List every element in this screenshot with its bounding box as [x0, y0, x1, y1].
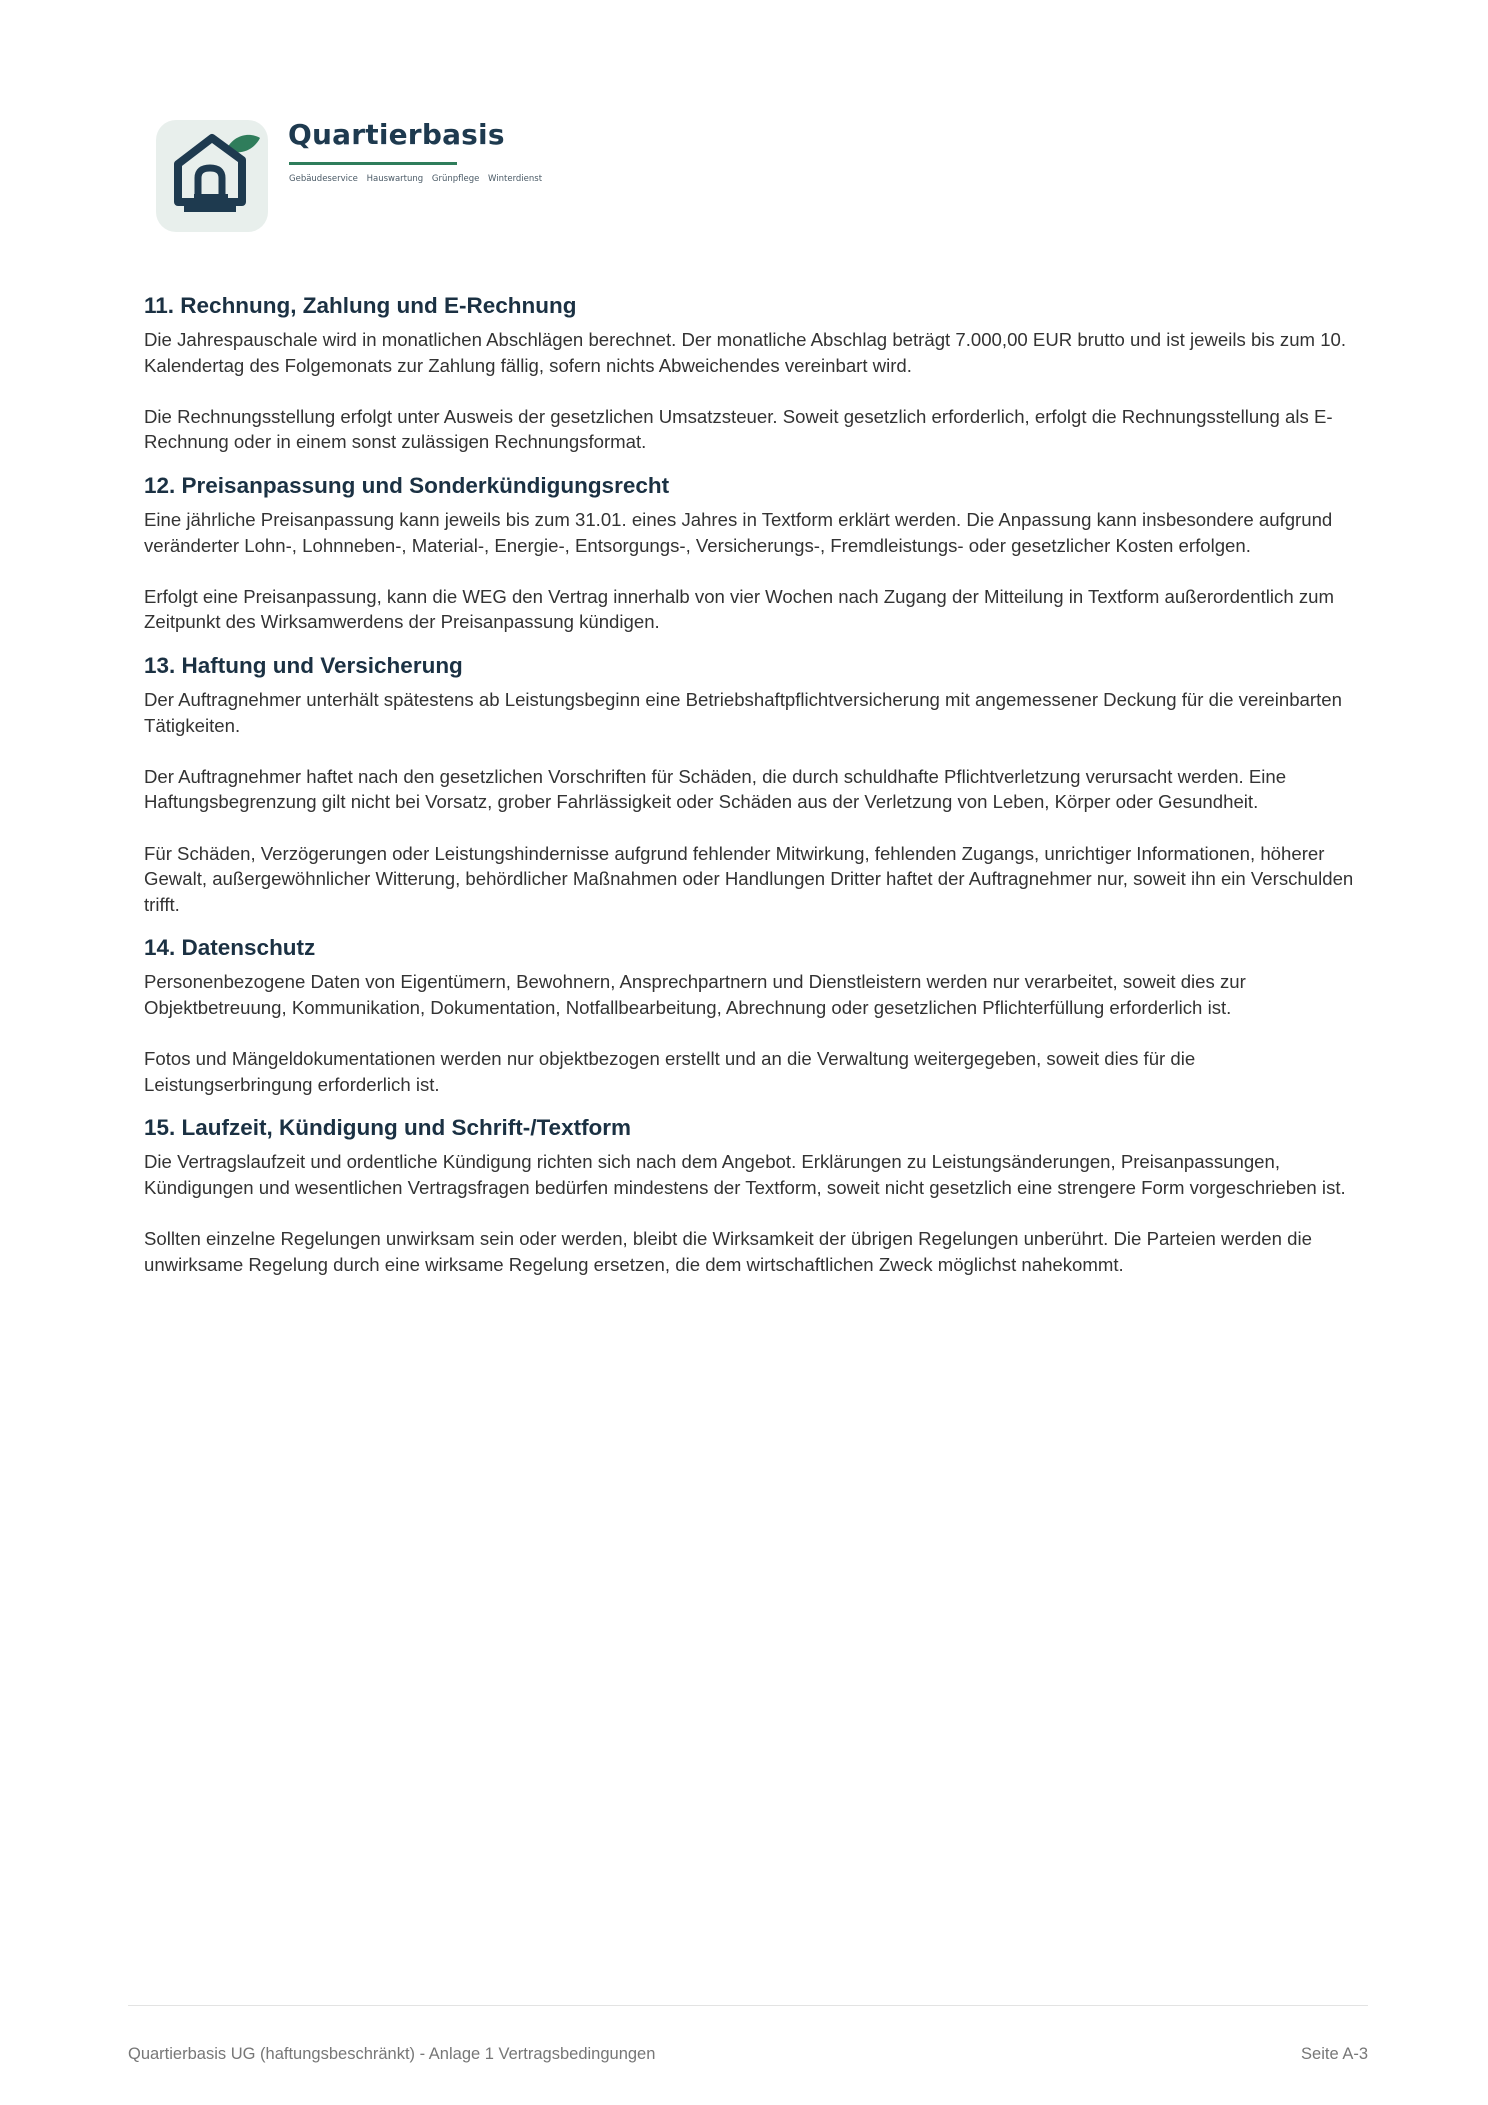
section-paragraph: Personenbezogene Daten von Eigentümern, Bewohnern, Ansprechpartnern und Dienstleistern werden nur verarbeitet, soweit dies zur Objektbetreuung, Kommunikation, Dokumentation, Notfallbearbeitung, Abrechnung oder gesetzlichen Pflichterfüllung erforderlich ist. — [144, 971, 1246, 1018]
section-paragraph: Für Schäden, Verzögerungen oder Leistungshindernisse aufgrund fehlender Mitwirkung, fehlenden Zugangs, unrichtiger Informationen, höherer Gewalt, außergewöhnlicher Witterung, behördlicher Maßnahmen oder Handlungen Dritter haftet der Auftragnehmer nur, soweit ihn ein Verschulden trifft. — [144, 842, 1354, 915]
section-datenschutz — [144, 934, 1364, 1097]
section-paragraph: Die Jahrespauschale wird in monatlichen Abschlägen berechnet. Der monatliche Abschlag beträgt 7.000,00 EUR brutto und ist jeweils bis zum 10. Kalendertag des Folgemonats zur Zahlung fällig, sofern nichts Abweichendes vereinbart wird. — [144, 329, 1347, 376]
section-heading: 13. Haftung und Versicherung — [144, 652, 463, 678]
section-heading: 11. Rechnung, Zahlung und E-Rechnung — [144, 293, 577, 318]
footer-divider — [128, 2005, 1368, 2006]
section-paragraph: Sollten einzelne Regelungen unwirksam sein oder werden, bleibt die Wirksamkeit der übrigen Regelungen unberührt. Die Parteien werden die unwirksame Regelung durch eine wirksame Regelung ersetzen, die dem wirtschaftlichen Zweck möglichst nahekommt. — [144, 1228, 1312, 1275]
section-heading: 12. Preisanpassung und Sonderkündigungsrecht — [144, 472, 670, 498]
brand-tag: Winterdienst — [488, 174, 543, 184]
house-logo-icon — [156, 120, 268, 232]
section-paragraph: Erfolgt eine Preisanpassung, kann die WEG den Vertrag innerhalb von vier Wochen nach Zugang der Mitteilung in Textform außerordentlich zum Zeitpunkt des Wirksamwerdens der Preisanpassung kündigen. — [144, 585, 1334, 633]
section-rechnung — [144, 292, 1364, 455]
document-body — [144, 292, 1364, 1294]
footer-page-number: Seite A-3 — [1301, 2045, 1368, 2063]
section-heading: 15. Laufzeit, Kündigung und Schrift-/Textform — [144, 1115, 632, 1141]
section-laufzeit — [144, 1114, 1364, 1277]
brand-tagline — [289, 174, 548, 184]
brand-divider — [289, 162, 457, 165]
brand-tag: Hauswartung — [366, 174, 424, 184]
section-paragraph: Fotos und Mängeldokumentationen werden nur objektbezogen erstellt und an die Verwaltung weitergegeben, soweit dies für die Leistungserbringung erforderlich ist. — [144, 1048, 1196, 1095]
document-header — [156, 118, 576, 238]
brand-tag: Grünpflege — [431, 174, 480, 184]
section-paragraph: Die Vertragslaufzeit und ordentliche Kündigung richten sich nach dem Angebot. Erklärungen zu Leistungsänderungen, Preisanpassungen, Kündigungen und wesentlichen Vertragsfragen bedürfen mindestens der Textform, soweit nicht gesetzlich eine strengere Form vorgeschrieben ist. — [144, 1151, 1346, 1198]
footer-company: Quartierbasis UG (haftungsbeschränkt) - Anlage 1 Vertragsbedingungen — [128, 2045, 656, 2063]
section-paragraph: Der Auftragnehmer unterhält spätestens ab Leistungsbeginn eine Betriebshaftpflichtversicherung mit angemessener Deckung für die vereinbarten Tätigkeiten. — [144, 688, 1342, 736]
section-preisanpassung — [144, 472, 1364, 635]
brand-name: Quartierbasis — [288, 118, 505, 151]
logo — [156, 120, 268, 232]
section-haftung — [144, 652, 1364, 917]
section-heading: 14. Datenschutz — [144, 935, 316, 961]
section-paragraph: Eine jährliche Preisanpassung kann jeweils bis zum 31.01. eines Jahres in Textform erklärt werden. Die Anpassung kann insbesondere aufgrund veränderter Lohn-, Lohnneben-, Material-, Energie-, Entsorgungs-, Versicherungs-, Fremdleistungs- oder gesetzlicher Kosten erfolgen. — [144, 508, 1333, 556]
section-paragraph: Der Auftragnehmer haftet nach den gesetzlichen Vorschriften für Schäden, die durch schuldhafte Pflichtverletzung verursacht werden. Eine Haftungsbegrenzung gilt nicht bei Vorsatz, grober Fahrlässigkeit oder Schäden aus der Verletzung von Leben, Körper oder Gesundheit. — [144, 765, 1287, 813]
section-paragraph: Die Rechnungsstellung erfolgt unter Ausweis der gesetzlichen Umsatzsteuer. Soweit gesetzlich erforderlich, erfolgt die Rechnungsstellung als E-Rechnung oder in einem sonst zulässigen Rechnungsformat. — [144, 405, 1333, 453]
brand-tag: Gebäudeservice — [289, 174, 358, 184]
